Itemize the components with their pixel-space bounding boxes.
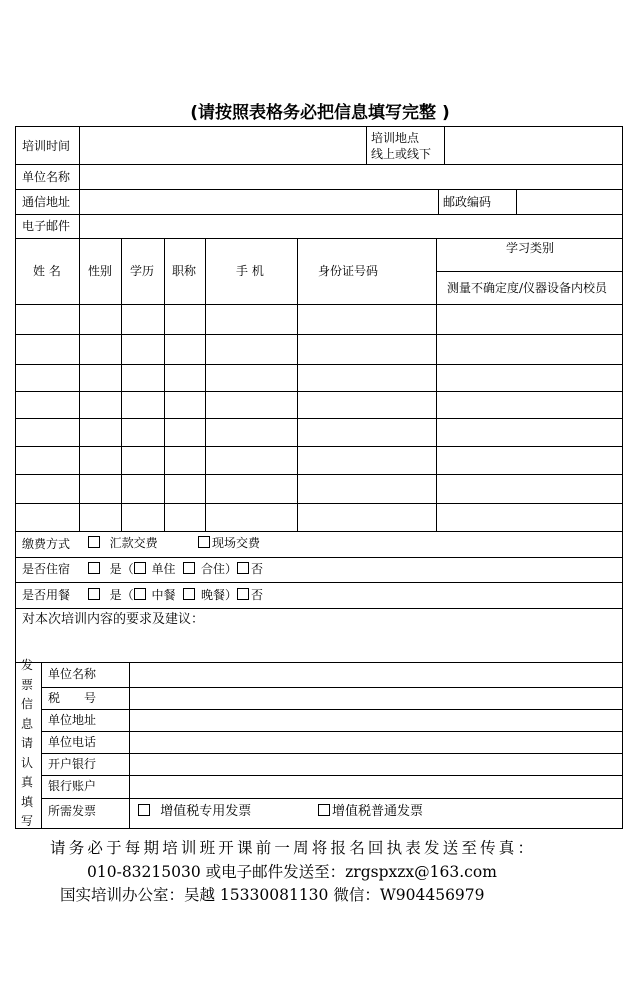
col-line [129, 662, 130, 829]
checkbox[interactable] [237, 588, 249, 600]
invoice-side-char: 票 [20, 677, 33, 692]
invoice-side-label [20, 656, 34, 832]
footer-line-1: 请务必于每期培训班开课前一周将报名回执表发送至传真： [50, 839, 537, 857]
row-line [436, 271, 623, 272]
row-line [15, 334, 623, 335]
header-category: 学习类别 [506, 241, 555, 255]
invoice-side-char: 认 [20, 755, 33, 770]
row-line [15, 662, 623, 663]
checkbox[interactable] [88, 536, 100, 548]
row-line [15, 189, 623, 190]
training-location-sub: 线上或线下 [371, 147, 432, 161]
header-education: 学历 [130, 264, 155, 278]
row-line [15, 391, 623, 392]
address-label: 通信地址 [22, 195, 71, 209]
invoice-normal-option[interactable]: 增值税普通发票 [318, 804, 423, 819]
invoice-account-label: 银行账户 [48, 779, 97, 793]
checkbox[interactable] [318, 804, 330, 816]
col-line [41, 662, 42, 829]
col-line [297, 238, 298, 531]
border-right [622, 126, 623, 829]
row-line [15, 446, 623, 447]
header-title: 职称 [172, 264, 197, 278]
footer-line-3: 国实培训办公室：吴越 15330081130 微信：W904456979 [60, 886, 485, 904]
invoice-side-char: 信 [20, 697, 33, 711]
payment-option-remit[interactable]: 汇款交费 [88, 536, 158, 550]
header-gender: 性别 [88, 264, 113, 278]
postcode-label: 邮政编码 [443, 195, 492, 209]
payment-option-onsite[interactable]: 现场交费 [198, 536, 260, 550]
header-phone: 手 机 [236, 264, 264, 278]
row-line [15, 608, 623, 609]
invoice-side-char: 填 [20, 794, 33, 809]
border-bottom [15, 828, 623, 829]
row-line [15, 418, 623, 419]
row-line [15, 531, 623, 532]
checkbox[interactable] [183, 562, 195, 574]
checkbox[interactable] [88, 588, 100, 600]
lodging-label: 是否住宿 [22, 562, 71, 576]
invoice-bank-label: 开户银行 [48, 757, 97, 771]
meal-label: 是否用餐 [22, 588, 71, 602]
col-line [205, 238, 206, 531]
col-line [79, 126, 80, 531]
col-line [121, 238, 122, 531]
col-line [444, 126, 445, 164]
invoice-special-option[interactable]: 增值税专用发票 [138, 804, 251, 819]
invoice-side-char: 发 [20, 658, 33, 672]
header-name: 姓 名 [33, 264, 61, 278]
unit-name-label: 单位名称 [22, 170, 71, 184]
col-line [436, 238, 437, 531]
invoice-phone-label: 单位电话 [48, 735, 97, 749]
row-line [15, 214, 623, 215]
checkbox[interactable] [138, 804, 150, 816]
col-line [516, 189, 517, 214]
payment-label: 缴费方式 [22, 537, 71, 551]
checkbox[interactable] [134, 588, 146, 600]
checkbox[interactable] [88, 562, 100, 574]
invoice-side-char: 真 [20, 775, 33, 789]
row-line [15, 503, 623, 504]
checkbox[interactable] [198, 536, 210, 548]
header-category-option: 测量不确定度/仪器设备内校员 [447, 281, 608, 295]
border-top [15, 126, 623, 127]
training-time-label: 培训时间 [22, 139, 71, 153]
row-line [15, 238, 623, 239]
header-id-number: 身份证号码 [318, 264, 379, 278]
checkbox[interactable] [134, 562, 146, 574]
meal-options[interactable]: 是（ 中餐 晚餐） 否 [88, 588, 263, 602]
col-line [366, 126, 367, 164]
suggestion-label: 对本次培训内容的要求及建议： [22, 612, 205, 627]
row-line [15, 164, 623, 165]
row-line [15, 364, 623, 365]
invoice-side-char: 写 [20, 814, 33, 828]
invoice-side-char: 息 [20, 716, 33, 731]
registration-form [15, 126, 623, 829]
invoice-tax-no-label: 税 号 [48, 691, 97, 705]
footer-line-2: 010-83215030 或电子邮件发送至：zrgspxzx@163.com [87, 863, 497, 881]
col-line [438, 189, 439, 214]
form-title: (请按照表格务必把信息填写完整 ) [190, 103, 450, 123]
row-line [15, 474, 623, 475]
checkbox[interactable] [183, 588, 195, 600]
invoice-unit-name-label: 单位名称 [48, 667, 97, 681]
row-line [15, 304, 623, 305]
lodging-options[interactable]: 是（ 单住 合住） 否 [88, 562, 263, 576]
checkbox[interactable] [237, 562, 249, 574]
invoice-side-char: 请 [20, 736, 33, 750]
invoice-type-label: 所需发票 [48, 804, 97, 818]
invoice-address-label: 单位地址 [48, 713, 97, 727]
email-label: 电子邮件 [22, 219, 71, 233]
border-left [15, 126, 16, 829]
row-line [15, 557, 623, 558]
row-line [15, 582, 623, 583]
training-location-label: 培训地点 [371, 131, 420, 145]
col-line [164, 238, 165, 531]
